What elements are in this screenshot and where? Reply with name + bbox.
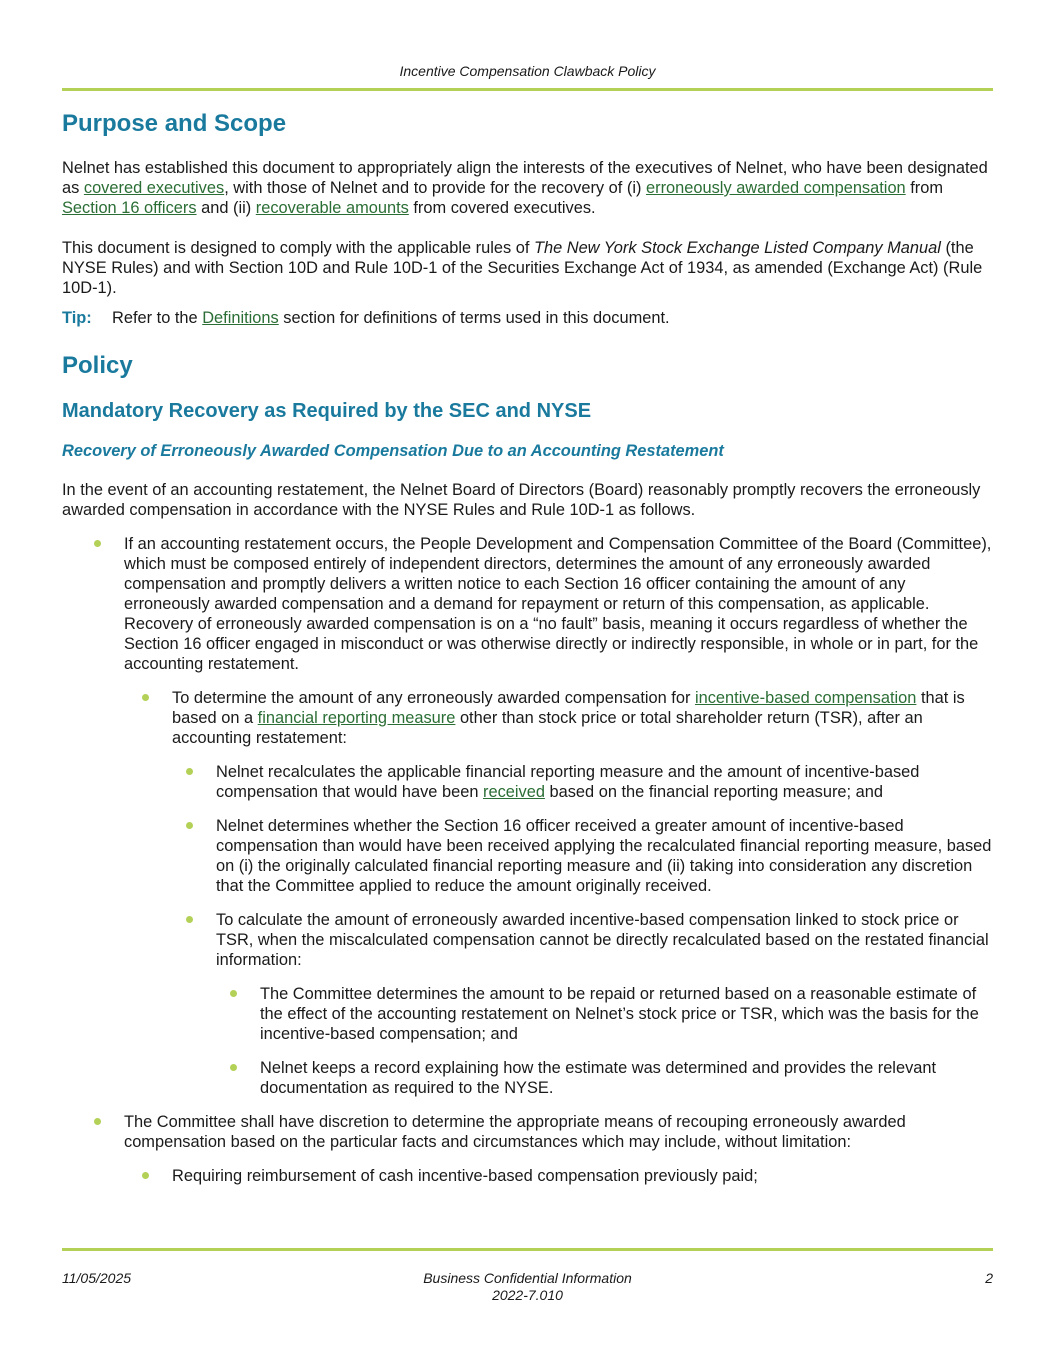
list-item: [62, 534, 993, 674]
text: from: [905, 179, 944, 197]
text: Nelnet recalculates the applicable financial reporting measure and the amount of incentive-based compensation that would have been: [216, 763, 920, 801]
footer-rule: [62, 1248, 993, 1251]
received-link[interactable]: received: [483, 783, 545, 801]
list-item-text: Nelnet determines whether the Section 16 officer received a greater amount of incentive-based compensation than would have been received applying the recalculated financial reporting measure, based on (i) the originally calculated financial reporting measure and (ii) taking into consideration any discretion that the Committee applied to reduce the amount originally received.: [216, 817, 992, 895]
bullet-icon: [142, 694, 149, 701]
section-16-officers-link[interactable]: Section 16 officers: [62, 199, 197, 217]
text: other than stock price or total shareholder return (TSR), after an accounting restatement:: [172, 709, 923, 747]
bullet-icon: [230, 1064, 237, 1071]
incentive-based-compensation-link[interactable]: incentive-based compensation: [694, 689, 917, 707]
text: To determine the amount of any erroneously awarded compensation for: [172, 689, 695, 707]
covered-executives-link[interactable]: covered executives: [83, 179, 225, 197]
policy-list: [62, 534, 993, 1186]
footer-center: [62, 1270, 993, 1304]
purpose-heading: Purpose and Scope: [62, 110, 287, 137]
financial-reporting-measure-link[interactable]: financial reporting measure: [257, 709, 456, 727]
compliance-paragraph: [62, 238, 993, 298]
policy-intro: In the event of an accounting restatement, the Nelnet Board of Directors (Board) reasonably promptly recovers the erroneously awarded compensation in accordance with the NYSE Rules and Rule 10D-1 as follows.: [62, 481, 981, 519]
bullet-icon: [94, 1118, 101, 1125]
text: based on the financial reporting measure; and: [544, 783, 884, 801]
tip-label: Tip:: [62, 309, 92, 327]
bullet-icon: [186, 768, 193, 775]
text: , with those of Nelnet and to provide for the recovery of (i): [224, 179, 646, 197]
page-number: 2: [985, 1270, 993, 1286]
list-item-text: The Committee determines the amount to be repaid or returned based on a reasonable estimate of the effect of the accounting restatement on Nelnet’s stock price or TSR, which was the basis for the incentive-based compensation; and: [260, 985, 979, 1043]
text: from covered executives.: [408, 199, 596, 217]
text: (the NYSE Rules) and with Section 10D and Rule 10D-1 of the Securities Exchange Act of 1934, as amended (Exchange Act) (Rule 10D-1).: [62, 239, 983, 297]
definitions-link[interactable]: Definitions: [202, 309, 279, 327]
footer-classification: Business Confidential Information: [423, 1270, 632, 1286]
bullet-icon: [186, 916, 193, 923]
recovery-restatement-heading: Recovery of Erroneously Awarded Compensation Due to an Accounting Restatement: [62, 442, 724, 460]
text: and (ii): [196, 199, 256, 217]
list-item: [62, 1058, 993, 1098]
text: Nelnet has established this document to appropriately align the interests of the executives of Nelnet, who have been designated as: [62, 159, 988, 197]
list-item: [62, 910, 993, 970]
mandatory-recovery-heading: Mandatory Recovery as Required by the SEC and NYSE: [62, 400, 592, 422]
text: section for definitions of terms used in this document.: [278, 309, 670, 327]
list-item-text: Requiring reimbursement of cash incentive-based compensation previously paid;: [172, 1167, 758, 1185]
list-item: [62, 984, 993, 1044]
text: This document is designed to comply with the applicable rules of: [62, 239, 534, 257]
nyse-manual-title: The New York Stock Exchange Listed Company Manual: [533, 239, 941, 257]
bullet-icon: [230, 990, 237, 997]
tip-note: [62, 308, 993, 328]
running-header: Incentive Compensation Clawback Policy: [399, 63, 656, 79]
list-item: [62, 688, 993, 748]
bullet-icon: [186, 822, 193, 829]
bullet-icon: [142, 1172, 149, 1179]
list-item-text: The Committee shall have discretion to determine the appropriate means of recouping erroneously awarded compensation based on the particular facts and circumstances which may include, without limitation:: [124, 1113, 906, 1151]
purpose-paragraph: [62, 158, 993, 218]
list-item-text: Nelnet keeps a record explaining how the estimate was determined and provides the relevant documentation as required to the NYSE.: [260, 1059, 937, 1097]
list-item: [62, 1166, 993, 1186]
erroneously-awarded-compensation-link[interactable]: erroneously awarded compensation: [646, 179, 906, 197]
list-item: [62, 1112, 993, 1152]
list-item-text: If an accounting restatement occurs, the People Development and Compensation Committee of the Board (Committee), which must be composed entirely of independent directors, determines the amount of any erroneously awarded compensation and promptly delivers a written notice to each Section 16 officer containing the amount of any erroneously awarded compensation and a demand for repayment or return of this compensation, as applicable. Recovery of erroneously awarded compensation is on a “no fault” basis, meaning it occurs regardless of whether the Section 16 officer engaged in misconduct or was otherwise directly or indirectly responsible, in whole or in part, for the accounting restatement.: [124, 535, 992, 673]
header-rule: [62, 88, 993, 91]
list-item: [62, 762, 993, 802]
recoverable-amounts-link[interactable]: recoverable amounts: [255, 199, 409, 217]
document-content: [62, 108, 993, 1186]
text: that is based on a: [172, 689, 965, 727]
bullet-icon: [94, 540, 101, 547]
footer-doc-number: 2022-7.010: [492, 1287, 563, 1303]
list-item: [62, 816, 993, 896]
policy-heading: Policy: [62, 352, 133, 379]
list-item-text: To calculate the amount of erroneously awarded incentive-based compensation linked to stock price or TSR, when the miscalculated compensation cannot be directly recalculated based on the restated financial information:: [216, 911, 989, 969]
footer-date: 11/05/2025: [62, 1270, 132, 1286]
text: Refer to the: [112, 309, 203, 327]
